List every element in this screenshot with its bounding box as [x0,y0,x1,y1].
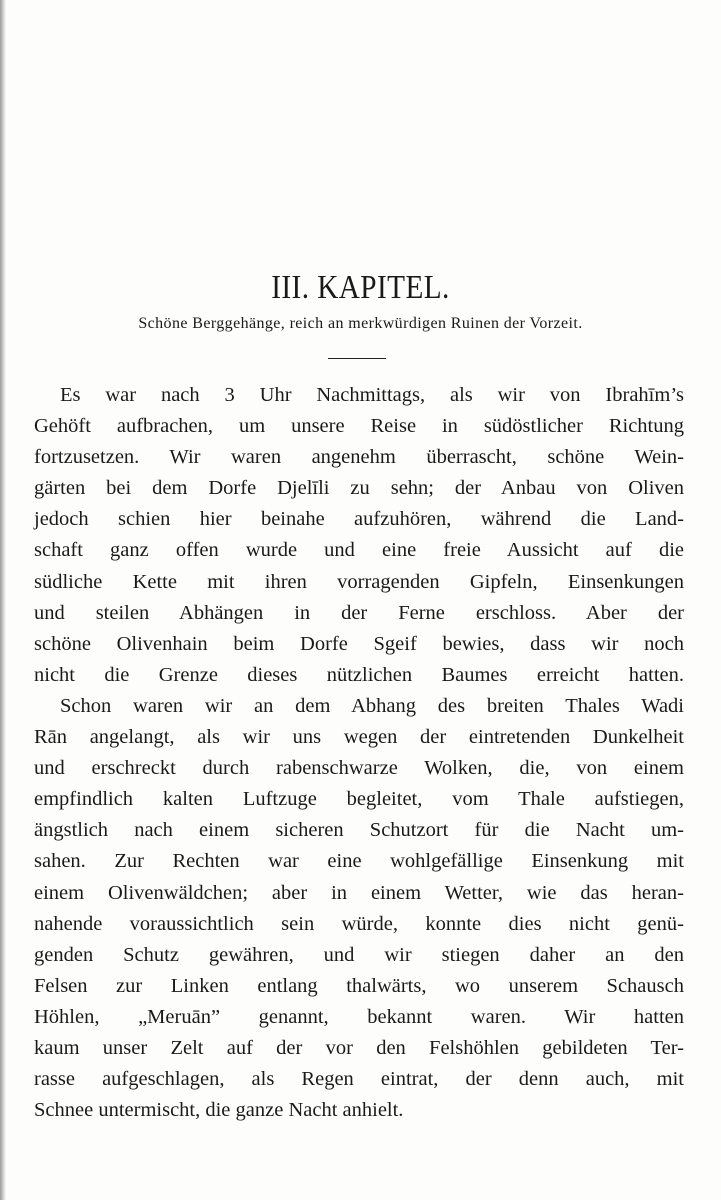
text-line: jedoch schien hier beinahe aufzuhören, während die Land- [34,508,684,531]
text-line: südliche Kette mit ihren vorragenden Gipfeln, Einsenkungen [34,570,684,593]
text-line: Es war nach 3 Uhr Nachmittags, als wir von Ibrahīm’s [60,384,684,406]
text-line: gärten bei dem Dorfe Djelīli zu sehn; der Anbau von Oliven [34,477,684,500]
text-line: Rān angelangt, als wir uns wegen der eintretenden Dunkelheit [34,726,684,749]
text-line: Schon waren wir an dem Abhang des breiten Thales Wadi [60,694,684,717]
text-line: sahen. Zur Rechten war eine wohlgefällige Einsenkung mit [34,850,684,873]
text-line: fortzusetzen. Wir waren angenehm überrascht, schöne Wein- [34,446,684,469]
text-line: Schnee untermischt, die ganze Nacht anhielt. [34,1099,404,1122]
text-line: ängstlich nach einem sicheren Schutzort für die Nacht um- [34,819,684,842]
text-line: Felsen zur Linken entlang thalwärts, wo unserem Schausch [34,974,684,997]
text-line: nahende voraussichtlich sein würde, konnte dies nicht genü- [34,912,684,935]
text-line: einem Olivenwäldchen; aber in einem Wetter, wie das heran- [34,881,684,904]
text-line: nicht die Grenze dieses nützlichen Baumes erreicht hatten. [34,663,684,686]
title-divider [328,358,386,359]
text-line: empfindlich kalten Luftzuge begleitet, vom Thale aufstiegen, [34,788,684,811]
text-line: rasse aufgeschlagen, als Regen eintrat, der denn auch, mit [34,1068,684,1091]
text-line: Gehöft aufbrachen, um unsere Reise in südöstlicher Richtung [34,415,684,438]
text-line: und erschreckt durch rabenschwarze Wolken, die, von einem [34,757,684,780]
body-text [34,380,684,1126]
text-line: und steilen Abhängen in der Ferne erschloss. Aber der [34,601,684,624]
text-line: schöne Olivenhain beim Dorfe Sgeif bewies, dass wir noch [34,632,684,655]
text-line: kaum unser Zelt auf der vor den Felshöhlen gebildeten Ter- [34,1036,684,1059]
text-line: Höhlen, „Meruān” genannt, bekannt waren. Wir hatten [34,1005,684,1028]
page-edge-shadow [0,0,6,1200]
chapter-subtitle: Schöne Berggehänge, reich an merkwürdigen Ruinen der Vorzeit. [138,315,583,332]
text-line: genden Schutz gewähren, und wir stiegen daher an den [34,943,684,966]
chapter-title: III. KAPITEL. [271,269,450,306]
text-line: schaft ganz offen wurde und eine freie Aussicht auf die [34,539,684,562]
